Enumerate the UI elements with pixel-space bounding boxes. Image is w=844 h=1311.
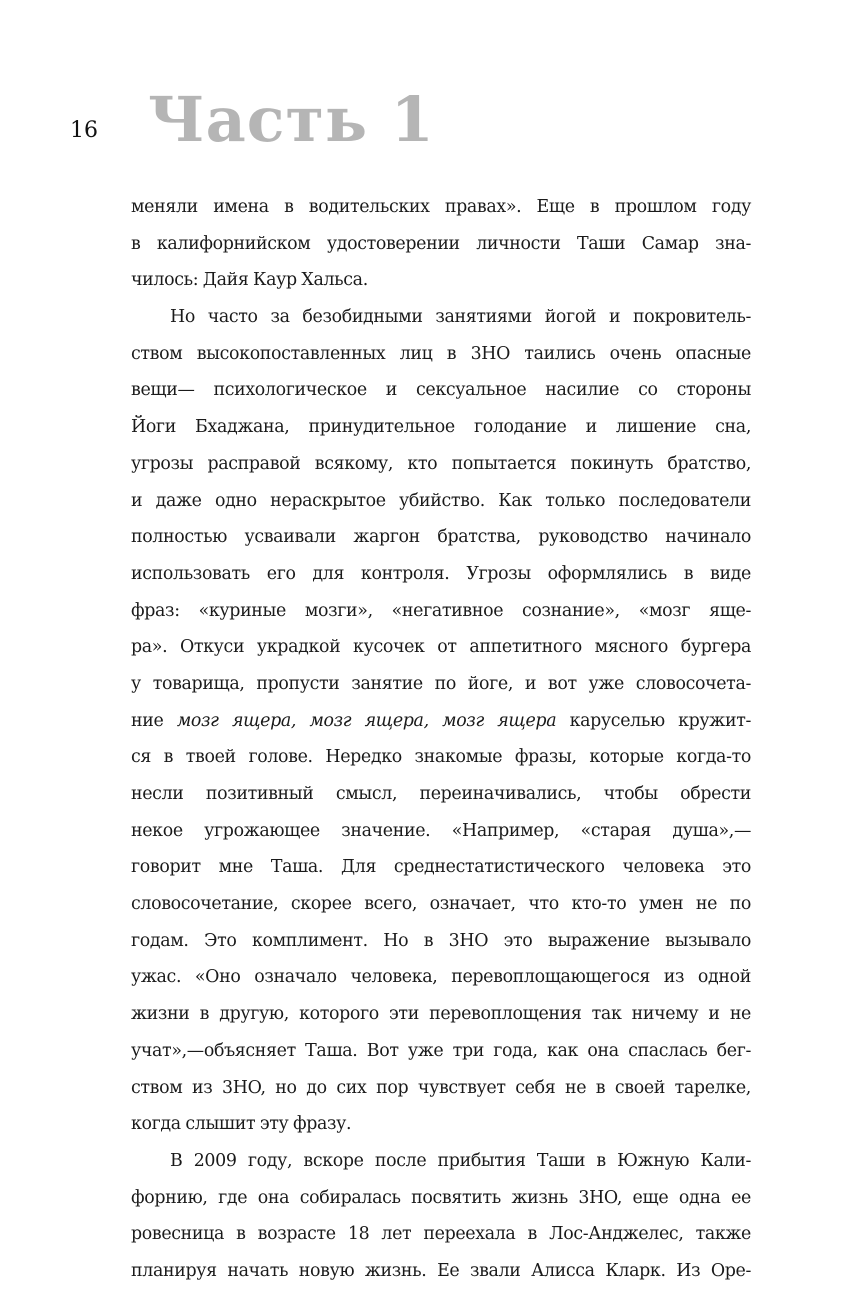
text-line: учат»,—объясняет Таша. Вот уже три года, как она спаслась бег-: [131, 1040, 751, 1061]
italic-phrase: мозг ящера, мозг ящера, мозг ящера: [176, 710, 557, 731]
body-text: [131, 189, 751, 1290]
text-line: ужас. «Оно означало человека, перевоплощающегося из одной: [131, 967, 751, 988]
text-line: у товарища, пропусти занятие по йоге, и вот уже словосочета-: [131, 673, 751, 694]
text-line: В 2009 году, вскоре после прибытия Таши в Южную Кали-: [170, 1150, 751, 1171]
text-line: и даже одно нераскрытое убийство. Как только последователи: [131, 490, 751, 511]
text-line: Но часто за безобидными занятиями йогой и покровитель-: [170, 307, 751, 328]
text-line: использовать его для контроля. Угрозы оформлялись в виде: [131, 563, 751, 584]
text-line: годам. Это комплимент. Но в 3HO это выражение вызывало: [131, 930, 751, 951]
text-segment: ние: [131, 710, 177, 731]
page-number: 16: [70, 118, 98, 143]
text-line: словосочетание, скорее всего, означает, что кто-то умен не по: [131, 894, 751, 915]
text-line: ством из 3HO, но до сих пор чувствует себя не в своей тарелке,: [131, 1077, 751, 1098]
text-line: фраз: «куриные мозги», «негативное сознание», «мозг яще-: [131, 600, 751, 621]
text-line: когда слышит эту фразу.: [131, 1114, 352, 1135]
text-line: в калифорнийском удостоверении личности Таши Самар зна-: [131, 233, 751, 254]
text-line: угрозы расправой всякому, кто попытается покинуть братство,: [131, 453, 751, 474]
text-line: жизни в другую, которого эти перевоплощения так ничему и не: [131, 1004, 751, 1025]
text-line: чилось: Дайя Каур Хальса.: [131, 270, 368, 291]
text-line-with-italic: [131, 703, 751, 740]
text-segment: каруселью кружит-: [556, 710, 751, 731]
text-line: некое угрожающее значение. «Например, «старая душа»,—: [131, 820, 751, 841]
text-line: форнию, где она собиралась посвятить жизнь 3HO, еще одна ее: [131, 1187, 751, 1208]
text-line: ра». Откуси украдкой кусочек от аппетитного мясного бургера: [131, 637, 751, 658]
text-line: вещи— психологическое и сексуальное насилие со стороны: [131, 380, 751, 401]
text-line: Йоги Бхаджана, принудительное голодание и лишение сна,: [131, 417, 751, 438]
text-line: ся в твоей голове. Нередко знакомые фразы, которые когда-то: [131, 747, 751, 768]
text-line: ством высокопоставленных лиц в 3HO таились очень опасные: [131, 343, 751, 364]
chapter-title: Часть 1: [148, 83, 435, 156]
text-line: полностью усваивали жаргон братства, руководство начинало: [131, 527, 751, 548]
text-line: меняли имена в водительских правах». Еще в прошлом году: [131, 197, 751, 217]
text-line: несли позитивный смысл, переиначивались, чтобы обрести: [131, 784, 751, 804]
text-line: ровесница в возрасте 18 лет переехала в Лос-Анджелес, также: [131, 1224, 751, 1245]
text-line: говорит мне Таша. Для среднестатистического человека это: [131, 857, 751, 878]
text-line: планируя начать новую жизнь. Ее звали Алисса Кларк. Из Оре-: [131, 1260, 751, 1281]
